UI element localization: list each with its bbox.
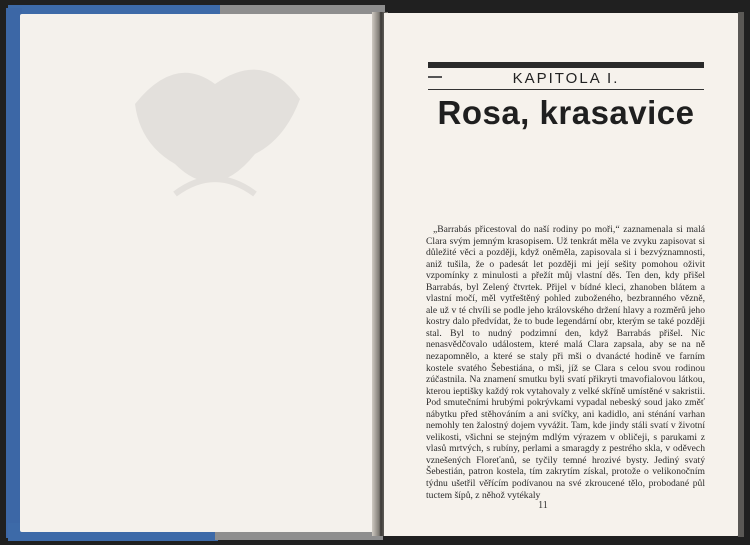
body-paragraph: „Barrabás přicestoval do naší rodiny po moři,“ zaznamenala si malá Clara svým jemným krasopisem. Už tenkrát měla ve zvyku zapisovat si důležité věci a později, když oněměla, zapisovala si i bezvýznamnosti, aniž tušila, že o padesát let později mi její sešity pomohou oživit vzpomínky z minulosti a přežít můj vlastní děs. Ten den, kdy přišel Barrabás, byl Zelený čtvrtek. Přijel v bídné kleci, zhanoben blátem a vlastní močí, měl vytřeštěný pohled zuboženého, bezbranného vězně, ale už v té chvíli se podle jeho královského držení hlavy a rozměrů jeho kostry dalo předvídat, že to bude legendární obr, kterým se také později stal. Byl to nudný podzimní den, když Barrabás přišel. Nic nenasvědčovalo událostem, které malá Clara zapsala, aby se na ně nezapomnělo, a které se staly při mši o dvanácté hodině ve farním kostele svatého Šebestiána, o mši, jíž se Clara s celou svou rodinou zúčastnila. Na znamení smutku byli svatí přikryti tmavofialovou látkou, kterou ieptišky každý rok vytahovaly z velké skříně umístěné v sakristii. Pod smutečními hrubými pokrývkami vypadal nebeský soud jako změť nábytku před stěhováním a ani svíčky, ani kadidlo, ani sténání varhan nemohly ten žalostný dojem vyvážit. Tam, kde jindy stáli svatí v životní velikosti, všichni se stejným mdlým výrazem v obličeji, s parukami z vlasů mrtvých, s rubíny, perlami a smaragdy z pestrého skla, v oděvech vznešených Floreťanů, se tyčily temné hrozivé bysty. Jediný svatý Šebestián, patron kostela, tím zakrytím získal, protože o velikonočním týdnu ušetřil věřícím podívanou na své zkroucené tělo, probodané půl tuctem šípů, z něhož vytékaly: [426, 224, 705, 501]
chapter-label: KAPITOLA I.: [512, 70, 620, 87]
chapter-rule: [428, 89, 704, 90]
left-page: [20, 14, 378, 532]
chapter-body: [426, 224, 705, 501]
show-through-illustration: [115, 44, 315, 214]
page-edge-right: [738, 12, 744, 537]
chapter-title: Rosa, krasavice: [437, 94, 695, 131]
page-number: 11: [538, 500, 548, 511]
